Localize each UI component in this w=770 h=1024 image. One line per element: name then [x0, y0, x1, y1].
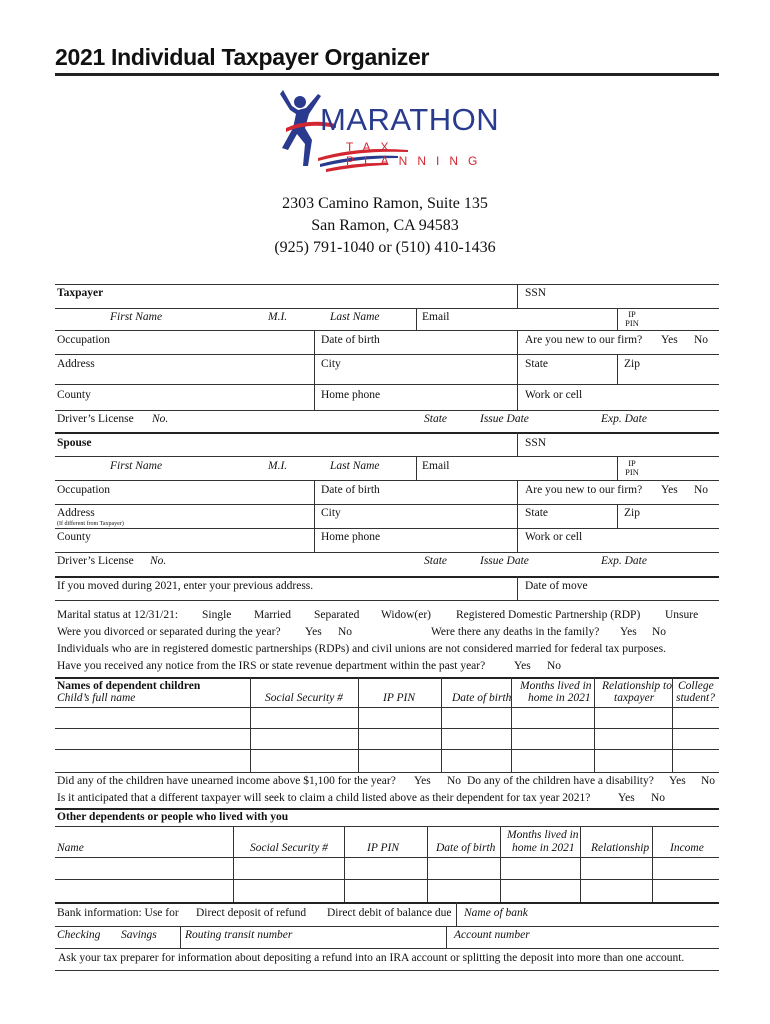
taxpayer-city[interactable]: City: [321, 358, 341, 370]
taxpayer-ip-pin[interactable]: IP PIN: [625, 309, 639, 328]
dependents-col-name: Child’s full name: [57, 692, 136, 704]
unearned-no[interactable]: No: [447, 775, 462, 787]
spouse-mi[interactable]: M.I.: [268, 460, 288, 472]
page-title: 2021 Individual Taxpayer Organizer: [55, 44, 430, 70]
taxpayer-address[interactable]: Address: [57, 358, 95, 370]
spouse-address-note: (If different from Taxpayer): [57, 521, 124, 527]
dependents-col-rel-2: taxpayer: [614, 692, 655, 704]
spouse-dl-issue[interactable]: Issue Date: [480, 555, 529, 567]
taxpayer-first-name[interactable]: First Name: [110, 311, 163, 323]
others-col-months-1: Months lived in: [507, 829, 579, 841]
taxpayer-new-firm-no[interactable]: No: [694, 334, 709, 346]
claim-question: Is it anticipated that a different taxpayer will seek to claim a child listed above as their dependent for tax year 2021?: [57, 792, 591, 804]
deaths-yes[interactable]: Yes: [620, 626, 637, 638]
bank-direct-deposit[interactable]: Direct deposit of refund: [196, 907, 307, 919]
marital-married[interactable]: Married: [254, 609, 292, 621]
dependents-heading: Names of dependent children: [57, 680, 201, 692]
taxpayer-zip[interactable]: Zip: [624, 358, 640, 370]
disability-no[interactable]: No: [701, 775, 716, 787]
logo-name-bottom: TAX PLANNING: [346, 140, 488, 168]
marital-single[interactable]: Single: [202, 609, 232, 621]
taxpayer-last-name[interactable]: Last Name: [330, 311, 380, 323]
marital-status-label: Marital status at 12/31/21:: [57, 609, 179, 621]
taxpayer-home-phone[interactable]: Home phone: [321, 389, 381, 401]
others-col-relationship: Relationship: [591, 842, 650, 854]
taxpayer-ssn-label[interactable]: SSN: [525, 287, 547, 299]
disability-yes[interactable]: Yes: [669, 775, 686, 787]
bank-account[interactable]: Account number: [454, 929, 530, 941]
firm-address-line1: 2303 Camino Ramon, Suite 135: [282, 195, 488, 212]
spouse-new-firm-q: Are you new to our firm?: [525, 484, 643, 496]
disability-question: Do any of the children have a disability?: [467, 775, 654, 787]
logo-name-top: MARATHON: [320, 102, 500, 137]
table-row[interactable]: [55, 707, 719, 708]
spouse-new-firm-yes[interactable]: Yes: [661, 484, 678, 496]
taxpayer-email[interactable]: Email: [422, 311, 450, 323]
title-rule: [55, 73, 719, 76]
taxpayer-dl-state[interactable]: State: [424, 413, 447, 425]
others-col-ip-pin: IP PIN: [367, 842, 400, 854]
bank-name[interactable]: Name of bank: [464, 907, 528, 919]
taxpayer-work-cell[interactable]: Work or cell: [525, 389, 583, 401]
taxpayer-dl-exp[interactable]: Exp. Date: [601, 413, 647, 425]
date-of-move[interactable]: Date of move: [525, 580, 588, 592]
firm-phone: (925) 791-1040 or (510) 410-1436: [274, 239, 496, 256]
marital-unsure[interactable]: Unsure: [665, 609, 699, 621]
taxpayer-new-firm-yes[interactable]: Yes: [661, 334, 678, 346]
claim-yes[interactable]: Yes: [618, 792, 635, 804]
rdp-note: Individuals who are in registered domestic partnerships (RDPs) and civil unions are not considered married for federal tax purposes.: [57, 643, 667, 655]
taxpayer-mi[interactable]: M.I.: [268, 311, 288, 323]
dependents-col-rel-1: Relationship to: [602, 680, 672, 692]
bank-checking[interactable]: Checking: [57, 929, 101, 941]
divorced-question: Were you divorced or separated during the year?: [57, 626, 281, 638]
firm-address-line2: San Ramon, CA 94583: [311, 217, 459, 234]
spouse-email[interactable]: Email: [422, 460, 450, 472]
others-col-income: Income: [670, 842, 704, 854]
table-row[interactable]: [55, 728, 719, 729]
taxpayer-state[interactable]: State: [525, 358, 548, 370]
taxpayer-new-firm-q: Are you new to our firm?: [525, 334, 643, 346]
bank-direct-debit[interactable]: Direct debit of balance due: [327, 907, 452, 919]
spouse-new-firm-no[interactable]: No: [694, 484, 709, 496]
taxpayer-dl-label: Driver’s License: [57, 413, 134, 425]
marital-separated[interactable]: Separated: [314, 609, 360, 621]
irs-notice-question: Have you received any notice from the IRS or state revenue department within the past year?: [57, 660, 486, 672]
bank-savings[interactable]: Savings: [121, 929, 157, 941]
table-row[interactable]: [55, 857, 719, 858]
bank-routing[interactable]: Routing transit number: [185, 929, 293, 941]
moved-label[interactable]: If you moved during 2021, enter your previous address.: [57, 580, 314, 592]
spouse-first-name[interactable]: First Name: [110, 460, 163, 472]
spouse-dl-state[interactable]: State: [424, 555, 447, 567]
spouse-dl-exp[interactable]: Exp. Date: [601, 555, 647, 567]
irs-notice-no[interactable]: No: [547, 660, 562, 672]
bank-note: Ask your tax preparer for information about depositing a refund into an IRA account or splitting the deposit into more than one account.: [58, 952, 685, 964]
spouse-address[interactable]: Address: [57, 507, 95, 519]
others-col-months-2: home in 2021: [512, 842, 575, 854]
spouse-zip[interactable]: Zip: [624, 507, 640, 519]
unearned-yes[interactable]: Yes: [414, 775, 431, 787]
divorced-yes[interactable]: Yes: [305, 626, 322, 638]
others-col-name: Name: [57, 842, 84, 854]
taxpayer-county[interactable]: County: [57, 389, 91, 401]
dependents-col-college-2: student?: [676, 692, 715, 704]
spouse-work-cell[interactable]: Work or cell: [525, 531, 583, 543]
claim-no[interactable]: No: [651, 792, 666, 804]
deaths-no[interactable]: No: [652, 626, 667, 638]
company-logo: [278, 88, 508, 178]
spouse-heading: Spouse: [57, 437, 92, 449]
irs-notice-yes[interactable]: Yes: [514, 660, 531, 672]
spouse-ip-pin[interactable]: IP PIN: [625, 458, 639, 477]
spouse-ssn-label[interactable]: SSN: [525, 437, 547, 449]
taxpayer-dl-no[interactable]: No.: [152, 413, 169, 425]
bank-label: Bank information: Use for: [57, 907, 179, 919]
table-row[interactable]: [55, 749, 719, 750]
dependents-col-months-2: home in 2021: [528, 692, 591, 704]
marital-rdp[interactable]: Registered Domestic Partnership (RDP): [456, 609, 641, 621]
spouse-county[interactable]: County: [57, 531, 91, 543]
table-row[interactable]: [55, 879, 719, 880]
marital-widow[interactable]: Widow(er): [381, 609, 431, 621]
others-col-dob: Date of birth: [436, 842, 496, 854]
dependents-col-dob: Date of birth: [452, 692, 512, 704]
others-col-ssn: Social Security #: [250, 842, 328, 854]
spouse-occupation[interactable]: Occupation: [57, 484, 111, 496]
taxpayer-occupation[interactable]: Occupation: [57, 334, 111, 346]
dependents-col-ip-pin: IP PIN: [383, 692, 416, 704]
dependents-col-college-1: College: [678, 680, 714, 692]
spouse-last-name[interactable]: Last Name: [330, 460, 380, 472]
taxpayer-dl-issue[interactable]: Issue Date: [480, 413, 529, 425]
unearned-question: Did any of the children have unearned income above $1,100 for the year?: [57, 775, 396, 787]
spouse-city[interactable]: City: [321, 507, 341, 519]
taxpayer-heading: Taxpayer: [57, 287, 104, 299]
dependents-col-ssn: Social Security #: [265, 692, 343, 704]
others-heading: Other dependents or people who lived with you: [57, 811, 289, 823]
spouse-dl-label: Driver’s License: [57, 555, 134, 567]
taxpayer-dob[interactable]: Date of birth: [321, 334, 380, 346]
spouse-home-phone[interactable]: Home phone: [321, 531, 381, 543]
spouse-dl-no[interactable]: No.: [150, 555, 167, 567]
spouse-dob[interactable]: Date of birth: [321, 484, 380, 496]
spouse-state[interactable]: State: [525, 507, 548, 519]
deaths-question: Were there any deaths in the family?: [431, 626, 600, 638]
dependents-col-months-1: Months lived in: [520, 680, 592, 692]
divorced-no[interactable]: No: [338, 626, 353, 638]
